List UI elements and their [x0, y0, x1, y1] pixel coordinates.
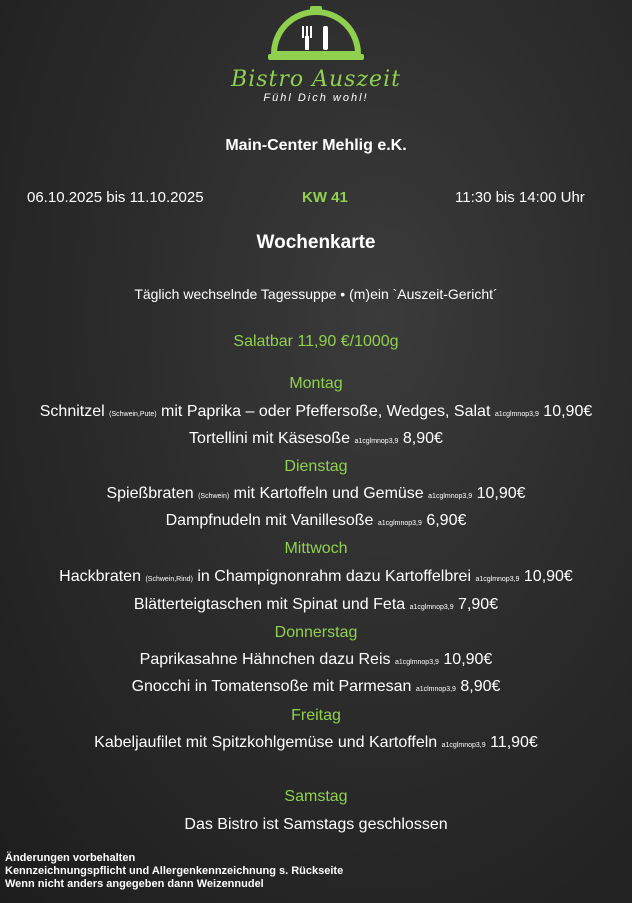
footer-notes: [5, 852, 343, 891]
dish-description: mit Paprika – oder Pfeffersoße, Wedges, Salat: [161, 403, 491, 420]
dish-price: 7,90€: [458, 596, 499, 613]
date-range: 06.10.2025 bis 11.10.2025: [27, 189, 204, 206]
dish-name: Spießbraten: [106, 485, 194, 502]
dish-name: Gnocchi in Tomatensoße mit Parmesan: [131, 678, 412, 695]
allergen-codes: a1cglmnop3,9: [409, 604, 454, 611]
dish-price: 8,90€: [402, 430, 443, 447]
dish-description: in Champignonrahm dazu Kartoffelbrei: [197, 568, 471, 585]
meat-type: (Schwein,Pute): [109, 411, 157, 418]
day-heading-freitag: Freitag: [291, 707, 341, 724]
dish-row: [0, 596, 632, 614]
allergen-codes: a1clmnop3,9: [415, 686, 456, 693]
footer-note: Änderungen vorbehalten: [5, 852, 136, 864]
allergen-codes: a1cglmnop3,9: [354, 438, 399, 445]
footer-note: Kennzeichnungspflicht und Allergenkennzeichnung s. Rückseite: [5, 865, 344, 877]
allergen-codes: a1cglmnop3,9: [428, 493, 473, 500]
day-heading-montag: Montag: [289, 375, 343, 392]
dish-name: Schnitzel: [39, 403, 105, 420]
dish-name: Hackbraten: [59, 568, 141, 585]
company-name: Main-Center Mehlig e.K.: [225, 137, 407, 154]
page-title: Wochenkarte: [256, 232, 376, 253]
dish-row: [0, 512, 632, 530]
day-heading-dienstag: Dienstag: [284, 458, 348, 475]
dish-name: Kabeljaufilet mit Spitzkohlgemüse und Kartoffeln: [94, 734, 438, 751]
dish-description: mit Kartoffeln und Gemüse: [233, 485, 424, 502]
closed-notice: Das Bistro ist Samstags geschlossen: [184, 816, 448, 833]
footer-note: Wenn nicht anders angegeben dann Weizennudel: [5, 878, 264, 890]
day-heading-donnerstag: Donnerstag: [274, 624, 358, 641]
dish-row: [0, 678, 632, 696]
meat-type: (Schwein): [198, 493, 230, 500]
dish-price: 11,90€: [490, 734, 538, 751]
dish-row: [0, 403, 632, 421]
allergen-codes: a1cglmnop3,9: [377, 520, 422, 527]
week-number: KW 41: [302, 189, 348, 206]
dish-row: [0, 485, 632, 503]
dish-row: [0, 568, 632, 586]
dish-price: 10,90€: [523, 568, 573, 585]
dish-price: 8,90€: [460, 678, 501, 695]
day-heading-mittwoch: Mittwoch: [284, 540, 348, 557]
bistro-logo: [0, 4, 632, 104]
logo-name: Bistro Auszeit: [231, 67, 401, 92]
allergen-codes: a1cglmnop3,9: [494, 411, 539, 418]
daily-soup-line: Täglich wechselnde Tagessuppe • (m)ein `Auszeit-Gericht´: [134, 286, 498, 302]
dish-price: 10,90€: [443, 651, 493, 668]
dish-price: 10,90€: [476, 485, 526, 502]
dish-name: Dampfnudeln mit Vanillesoße: [165, 512, 374, 529]
dish-row: [0, 651, 632, 669]
logo-tagline: Fühl Dich wohl!: [263, 92, 369, 104]
day-heading-samstag: Samstag: [284, 788, 348, 805]
allergen-codes: a1cglmnop3,9: [441, 742, 486, 749]
cloche-icon: [266, 4, 366, 62]
dish-row: [0, 734, 632, 752]
dish-name: Paprikasahne Hähnchen dazu Reis: [139, 651, 391, 668]
dish-price: 10,90€: [543, 403, 593, 420]
dish-row: [0, 430, 632, 448]
salad-bar-price: Salatbar 11,90 €/1000g: [233, 333, 399, 350]
allergen-codes: a1cglmnop3,9: [475, 576, 520, 583]
dish-price: 6,90€: [426, 512, 467, 529]
meat-type: (Schwein,Rind): [145, 576, 193, 583]
opening-hours: 11:30 bis 14:00 Uhr: [455, 189, 585, 206]
allergen-codes: a1cglmnop3,9: [394, 659, 439, 666]
dish-name: Tortellini mit Käsesoße: [189, 430, 350, 447]
dish-name: Blätterteigtaschen mit Spinat und Feta: [133, 596, 406, 613]
